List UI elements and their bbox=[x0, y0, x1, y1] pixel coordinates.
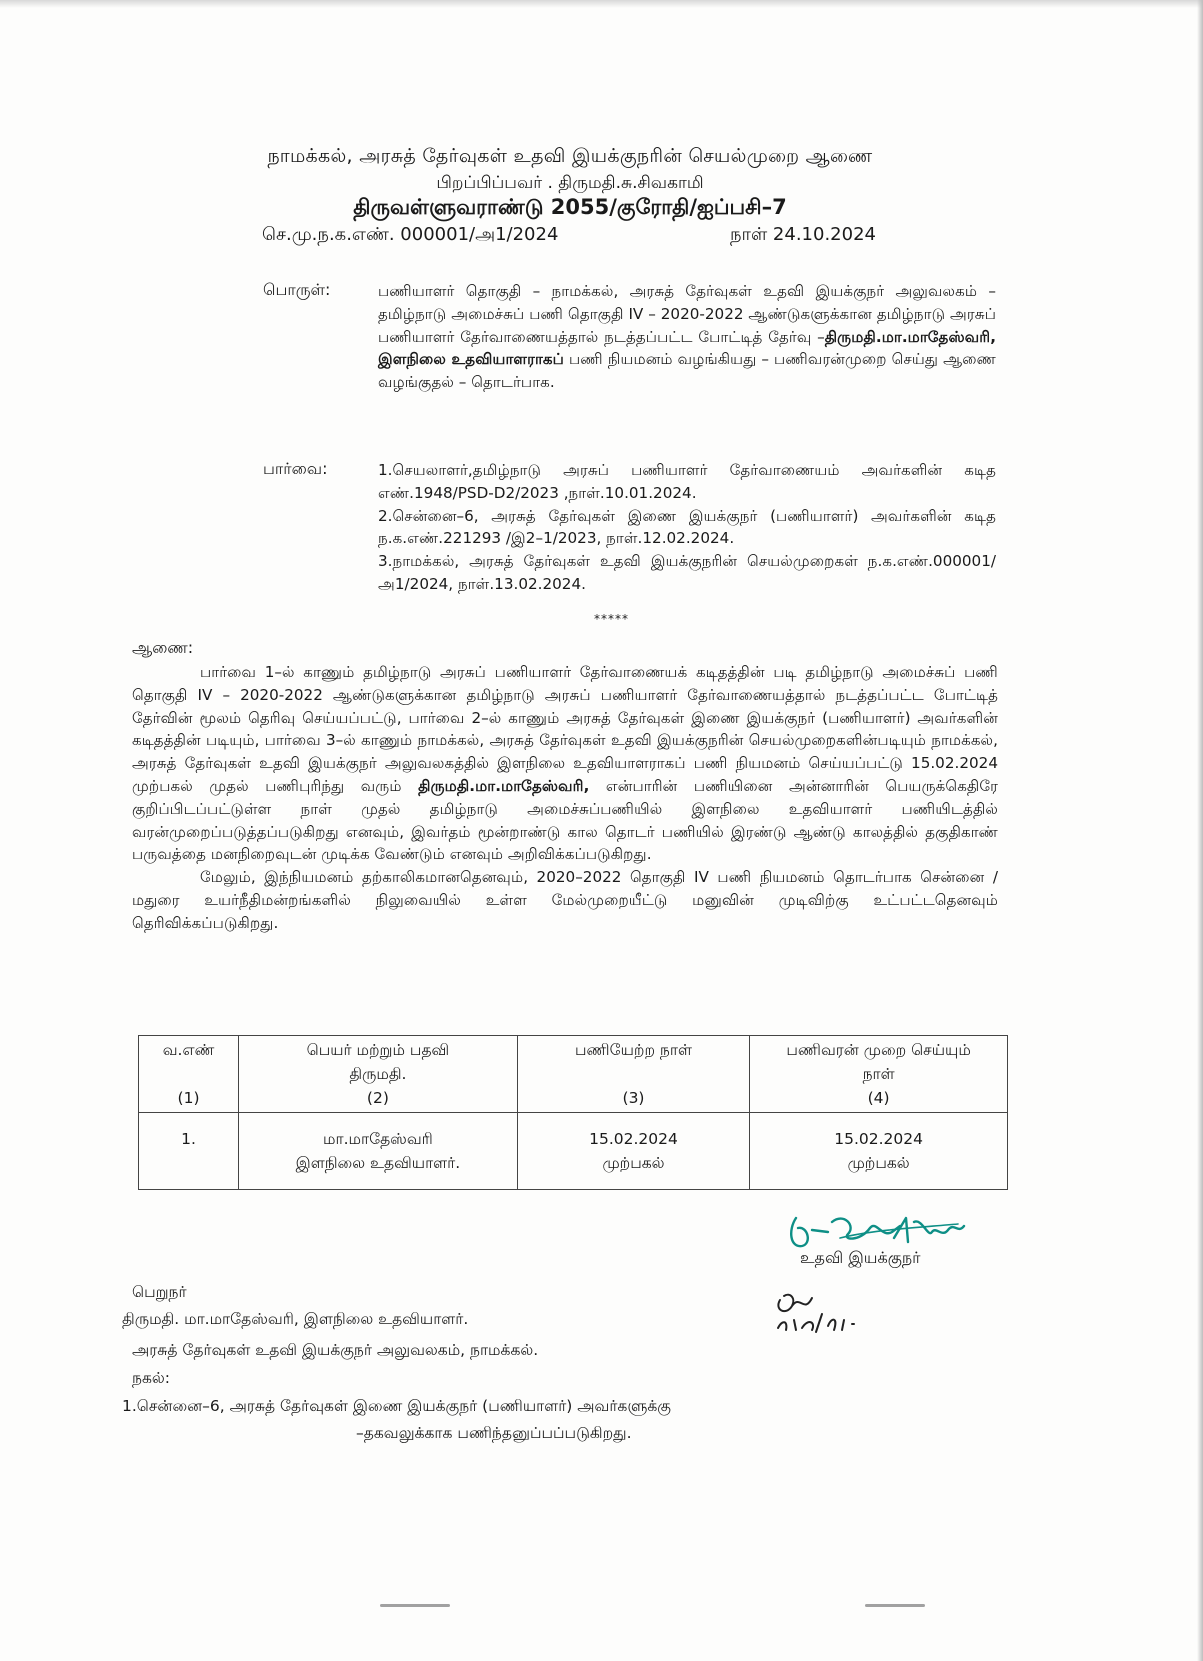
reference-number: செ.மு.ந.க.எண். 000001/அ1/2024 bbox=[262, 224, 559, 245]
table-header-row bbox=[139, 1036, 1008, 1113]
reference-item: 3.நாமக்கல், அரசுத் தேர்வுகள் உதவி இயக்குநரின் செயல்முறைகள் ந.க.எண்.000001/அ1/2024, நாள்.13.02.2024. bbox=[378, 552, 996, 593]
order-p1-start: பார்வை 1–ல் காணும் தமிழ்நாடு அரசுப் பணியாளர் தேர்வாணையக் கடிதத்தின் படி தமிழ்நாடு அமைச்சுப் பணி தொகுதி IV – 2020-2022 ஆண்டுகளுக்கான தமிழ்நாடு அரசுப் பணியாளர் தேர்வாணையத்தால் நடத்தப்பட்ட போட்டித் தேர்வின் மூலம் தெரிவு செய்யப்பட்டு, பார்வை 2–ல் காணும் அரசுத் தேர்வுகள் இணை இயக்குநர் (பணியாளர்) அவர்களின் கடிதத்தின் படியும், பார்வை 3–ல் காணும் நாமக்கல், அரசுத் தேர்வுகள் உதவி இயக்குநரின் செயல்முறைகளின்படியும் நாமக்கல், அரசுத் தேர்வுகள் உதவி இயக்குநர் அலுவலகத்தில் இளநிலை உதவியாளராகப் பணி நியமனம் செய்யப்பட்டு 15.02.2024 முற்பகல் முதல் பணிபுரிந்து வரும் bbox=[132, 663, 998, 795]
header-number: (2) bbox=[366, 1089, 389, 1107]
subject-label: பொருள்: bbox=[263, 280, 331, 299]
subject-text bbox=[378, 280, 996, 394]
order-paragraph-1 bbox=[132, 661, 998, 866]
scan-smudge bbox=[380, 1604, 450, 1607]
header-text: பணியேற்ற நாள் bbox=[575, 1041, 692, 1059]
scan-smudge bbox=[865, 1604, 925, 1607]
reference-date: நாள் 24.10.2024 bbox=[730, 224, 876, 245]
serial-cell bbox=[139, 1113, 239, 1190]
copy-line-2: –தகவலுக்காக பணிந்தனுப்பப்படுகிறது. bbox=[356, 1424, 632, 1442]
joined-session: முற்பகல் bbox=[602, 1154, 665, 1172]
regularised-cell bbox=[750, 1113, 1008, 1190]
joined-cell bbox=[517, 1113, 749, 1190]
copy-line-1: 1.சென்னை–6, அரசுத் தேர்வுகள் இணை இயக்குநர் (பணியாளர்) அவர்களுக்கு bbox=[122, 1397, 671, 1415]
header-text: பெயர் மற்றும் பதவி bbox=[306, 1041, 450, 1059]
order-body bbox=[132, 661, 998, 935]
regularised-date: 15.02.2024 bbox=[834, 1130, 923, 1148]
appointee-designation: இளநிலை உதவியாளர். bbox=[295, 1154, 461, 1172]
tamil-year-line: திருவள்ளுவராண்டு 2055/குரோதி/ஐப்பசி–7 bbox=[353, 195, 787, 219]
signatory-title: உதவி இயக்குநர் bbox=[800, 1248, 921, 1267]
table-row bbox=[139, 1113, 1008, 1190]
serial-number: 1. bbox=[181, 1130, 196, 1148]
handwritten-initial bbox=[772, 1284, 882, 1334]
appointment-table bbox=[138, 1035, 1008, 1190]
appointee-name-bold: திருமதி.மா.மாதேஸ்வரி, bbox=[418, 776, 590, 795]
header-number: (3) bbox=[622, 1089, 645, 1107]
recipient-line-2: அரசுத் தேர்வுகள் உதவி இயக்குநர் அலுவலகம், நாமக்கல். bbox=[132, 1341, 539, 1359]
issuer-line: பிறப்பிப்பவர் . திருமதி.சு.சிவகாமி bbox=[436, 173, 704, 193]
header-number: (1) bbox=[177, 1089, 200, 1107]
order-paragraph-2 bbox=[132, 866, 998, 934]
header-text bbox=[524, 1062, 743, 1086]
order-label: ஆணை: bbox=[132, 638, 194, 657]
table-header-cell bbox=[239, 1036, 518, 1113]
table-header-cell bbox=[139, 1036, 239, 1113]
header-number: (4) bbox=[867, 1089, 890, 1107]
subject-text-start: பணியாளர் தொகுதி – நாமக்கல், அரசுத் தேர்வுகள் உதவி இயக்குநர் அலுவலகம் – தமிழ்நாடு அமைச்சுப் பணி தொகுதி IV – 2020-2022 ஆண்டுகளுக்கான தமிழ்நாடு அரசுப் பணியாளர் தேர்வாணையத்தால் நடத்தப்பட்ட போட்டித் தேர்வு – bbox=[378, 282, 996, 346]
regularised-session: முற்பகல் bbox=[847, 1154, 910, 1172]
header-text: பணிவரன் முறை செய்யும் bbox=[786, 1041, 971, 1059]
reference-item: 1.செயலாளர்,தமிழ்நாடு அரசுப் பணியாளர் தேர்வாணையம் அவர்களின் கடித எண்.1948/PSD-D2/2023 ,நாள்.10.01.2024. bbox=[378, 461, 996, 502]
references-list bbox=[378, 459, 996, 596]
references-label: பார்வை: bbox=[263, 459, 328, 478]
order-title: நாமக்கல், அரசுத் தேர்வுகள் உதவி இயக்குநரின் செயல்முறை ஆணை bbox=[267, 145, 873, 167]
table-header-cell bbox=[750, 1036, 1008, 1113]
name-cell bbox=[239, 1113, 518, 1190]
order-p1-end: என்பாரின் பணியினை அன்னாரின் பெயருக்கெதிரே குறிப்பிடப்பட்டுள்ள நாள் முதல் தமிழ்நாடு அமைச்சுப்பணியில் இளநிலை உதவியாளர் பணியிடத்தில் வரன்முறைப்படுத்தப்படுகிறது எனவும், இவர்தம் மூன்றாண்டு கால தொடர் பணியில் இரண்டு ஆண்டு காலத்தில் தகுதிகாண் பருவத்தை மனநிறைவுடன் முடிக்க வேண்டும் எனவும் அறிவிக்கப்படுகிறது. bbox=[132, 776, 998, 864]
recipient-line-1: திருமதி. மா.மாதேஸ்வரி, இளநிலை உதவியாளர். bbox=[122, 1310, 469, 1328]
separator-stars: ***** bbox=[594, 612, 629, 626]
reference-item: 2.சென்னை–6, அரசுத் தேர்வுகள் இணை இயக்குநர் (பணியாளர்) அவர்களின் கடித ந.க.எண்.221293 /இ2–1/2023, நாள்.12.02.2024. bbox=[378, 506, 996, 548]
header-text: வ.எண் bbox=[162, 1041, 215, 1059]
header-text: திருமதி. bbox=[349, 1065, 407, 1083]
header-text bbox=[145, 1062, 232, 1086]
scan-edge-right bbox=[1197, 0, 1203, 1661]
subject-text-bold: திருமதி.மா.மாதேஸ்வரி, இளநிலை உதவியாளராகப் bbox=[378, 327, 996, 369]
copy-label: நகல்: bbox=[132, 1369, 170, 1387]
recipient-label: பெறுநர் bbox=[132, 1283, 187, 1301]
scan-edge-top bbox=[0, 0, 1203, 8]
joined-date: 15.02.2024 bbox=[589, 1130, 678, 1148]
order-p2-text: மேலும், இந்நியமனம் தற்காலிகமானதெனவும், 2020–2022 தொகுதி IV பணி நியமனம் தொடர்பாக சென்னை / மதுரை உயர்நீதிமன்றங்களில் நிலுவையில் உள்ள மேல்முறையீட்டு மனுவின் முடிவிற்கு உட்பட்டதெனவும் தெரிவிக்கப்படுகிறது. bbox=[132, 868, 998, 932]
header-text: நாள் bbox=[862, 1065, 895, 1083]
table-header-cell bbox=[517, 1036, 749, 1113]
subject-text-end: பணி நியமனம் வழங்கியது – பணிவரன்முறை செய்து ஆணை வழங்குதல் – தொடர்பாக. bbox=[378, 350, 996, 392]
appointee-name: மா.மாதேஸ்வரி bbox=[323, 1130, 433, 1148]
